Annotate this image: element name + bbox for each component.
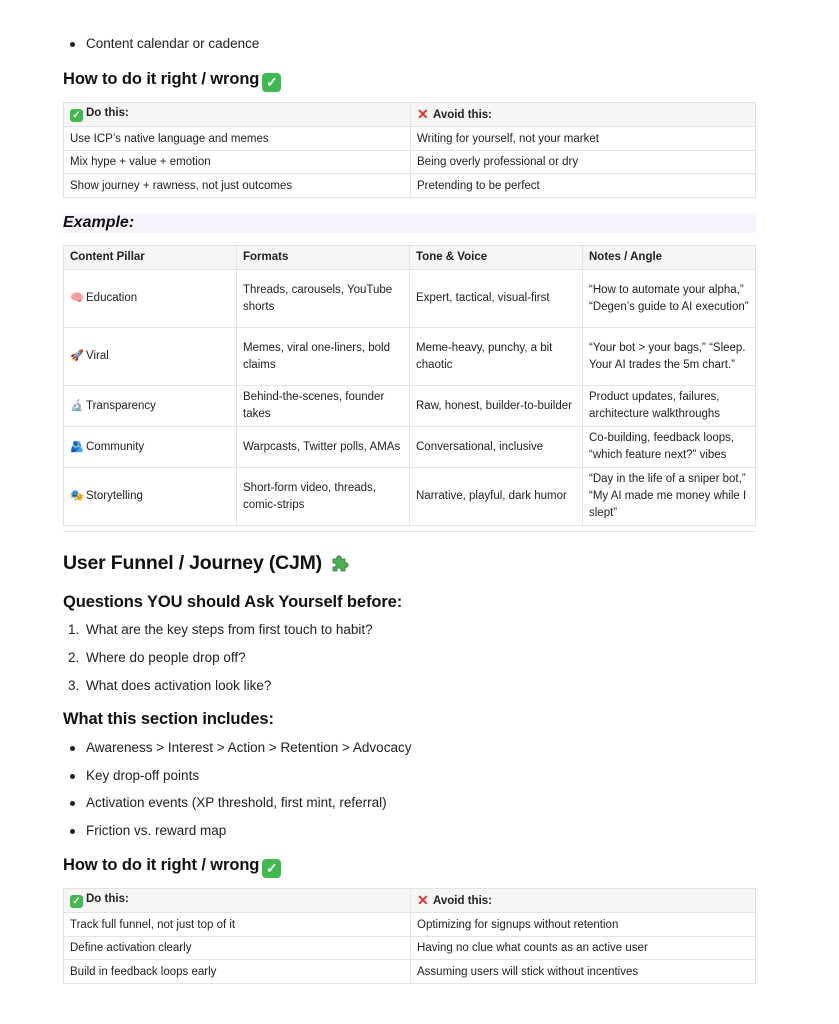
do-avoid-table <box>63 888 756 984</box>
rocket-icon: 🚀 <box>70 350 84 362</box>
brain-icon: 🧠 <box>70 292 84 304</box>
list-item: Activation events (XP threshold, first mint, referral) <box>63 793 756 821</box>
performing-arts-icon: 🎭 <box>70 490 84 502</box>
table-row: Build in feedback loops early Assuming users will stick without incentives <box>64 960 756 984</box>
table-row: Mix hype + value + emotion Being overly professional or dry <box>64 151 756 174</box>
check-mark-icon: ✓ <box>70 895 83 908</box>
content-pillar-table <box>63 245 756 526</box>
list-item: Key drop-off points <box>63 766 756 793</box>
table-row: 🫂 Community Warpcasts, Twitter polls, AMAs Conversational, inclusive Co-building, feedback loops, “which feature next?” vibes <box>64 427 756 468</box>
people-hugging-icon: 🫂 <box>70 440 84 453</box>
table-row: Show journey + rawness, not just outcomes Pretending to be perfect <box>64 174 756 198</box>
check-mark-icon: ✓ <box>262 859 281 878</box>
questions-list <box>63 620 756 704</box>
microscope-icon: 🔬 <box>70 399 84 412</box>
table-row: Define activation clearly Having no clue what counts as an active user <box>64 937 756 960</box>
check-mark-icon: ✓ <box>262 73 281 92</box>
list-item: Friction vs. reward map <box>63 821 756 849</box>
top-bullet-list <box>63 34 756 54</box>
cross-mark-icon: ✕ <box>417 106 429 122</box>
column-header: Content Pillar <box>64 246 237 270</box>
table-row: 🚀 Viral Memes, viral one-liners, bold claims Meme-heavy, punchy, a bit chaotic “Your bot > your bags,” “Sleep. Your AI trades the 5m chart.” <box>64 328 756 386</box>
section-heading: How to do it right / wrong ✓ <box>63 856 281 878</box>
list-item: 1. What are the key steps from first touch to habit? <box>68 622 373 637</box>
section-heading: How to do it right / wrong ✓ <box>63 70 281 92</box>
do-header: ✓ Do this: <box>64 889 411 913</box>
page-section-title: User Funnel / Journey (CJM) <box>63 551 352 575</box>
list-item: 3. What does activation look like? <box>68 678 272 693</box>
includes-list <box>63 738 756 849</box>
check-mark-icon: ✓ <box>70 109 83 122</box>
list-item: 2. Where do people drop off? <box>68 650 246 665</box>
table-row: 🔬 Transparency Behind-the-scenes, founder takes Raw, honest, builder-to-builder Product updates, failures, architecture walkthroughs <box>64 386 756 427</box>
table-row: 🧠 Education Threads, carousels, YouTube shorts Expert, tactical, visual-first “How to automate your alpha,” “Degen’s guide to AI execution” <box>64 270 756 328</box>
column-header: Notes / Angle <box>583 246 756 270</box>
example-label: Example: <box>63 213 756 233</box>
divider <box>63 531 756 532</box>
avoid-header: ✕ Avoid this: <box>411 889 756 913</box>
do-header: ✓ Do this: <box>64 103 411 127</box>
do-avoid-table <box>63 102 756 198</box>
table-row: 🎭 Storytelling Short-form video, threads, comic-strips Narrative, playful, dark humor “Day in the life of a sniper bot,” “My AI made me money while I slept” <box>64 468 756 526</box>
column-header: Tone & Voice <box>410 246 583 270</box>
puzzle-piece-icon <box>330 551 352 573</box>
column-header: Formats <box>237 246 410 270</box>
cross-mark-icon: ✕ <box>417 892 429 908</box>
questions-heading: Questions YOU should Ask Yourself before: <box>63 593 403 611</box>
avoid-header: ✕ Avoid this: <box>411 103 756 127</box>
list-item: Content calendar or cadence <box>63 34 756 54</box>
table-row: Track full funnel, not just top of it Optimizing for signups without retention <box>64 913 756 937</box>
list-item: Awareness > Interest > Action > Retention > Advocacy <box>63 738 756 766</box>
includes-heading: What this section includes: <box>63 710 274 728</box>
table-row: Use ICP’s native language and memes Writing for yourself, not your market <box>64 127 756 151</box>
